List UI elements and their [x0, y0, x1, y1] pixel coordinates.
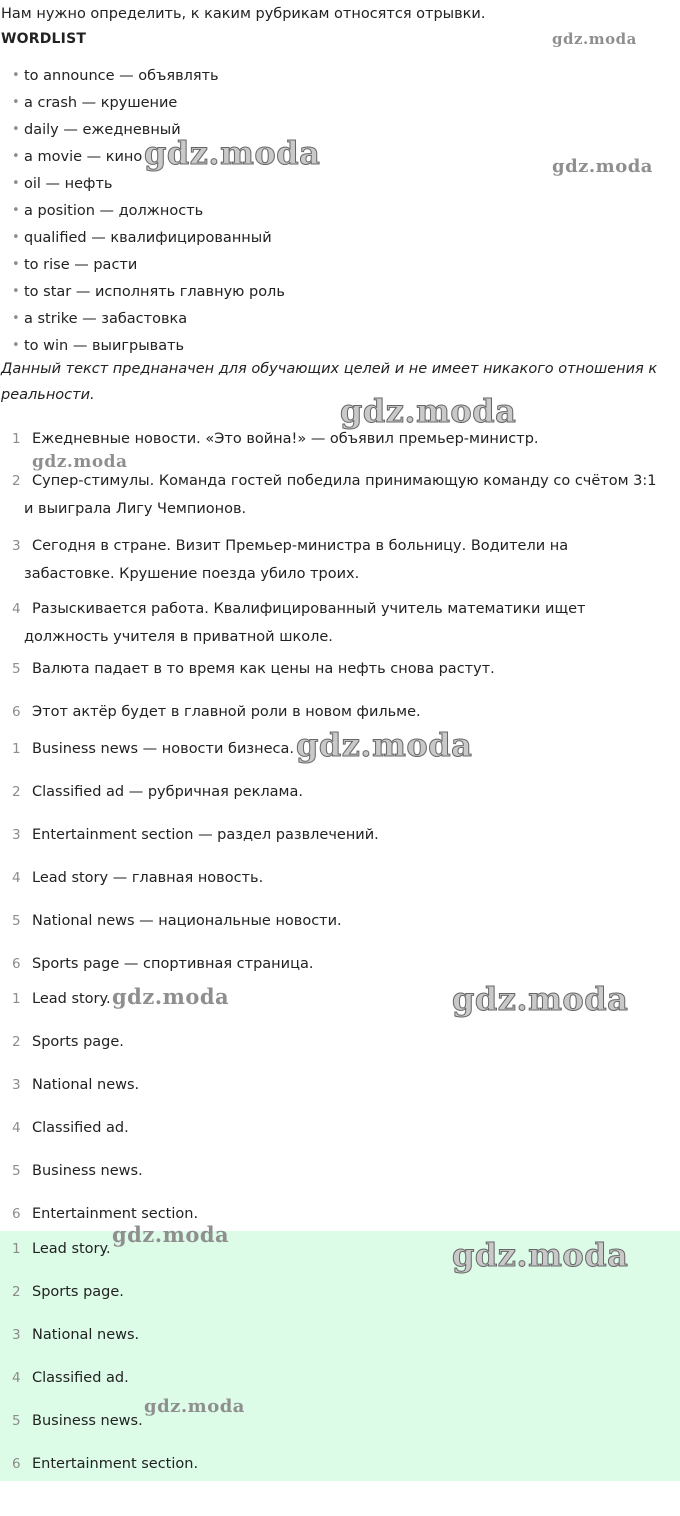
- item-text: Супер-стимулы. Команда гостей победила принимающую команду со счётом 3:1 и выиграла Лигу Чемпионов.: [24, 473, 657, 517]
- item-text: Lead story — главная новость.: [32, 870, 264, 886]
- bullet-icon: •: [12, 95, 20, 110]
- item-number: 6: [12, 956, 21, 972]
- list-item: [0, 280, 285, 307]
- item-number: 3: [12, 1327, 21, 1343]
- item-number: 3: [12, 538, 21, 554]
- list-item: [0, 867, 680, 910]
- bullet-icon: •: [12, 176, 20, 191]
- item-text: Sports page.: [32, 1034, 124, 1050]
- list-item: [0, 910, 680, 953]
- item-number: 5: [12, 1163, 21, 1179]
- wordlist-entry: to rise — расти: [24, 257, 138, 273]
- list-item: [0, 226, 285, 253]
- item-number: 2: [12, 1034, 21, 1050]
- item-text: National news.: [32, 1077, 140, 1093]
- wordlist-entry: to win — выигрывать: [24, 338, 185, 354]
- item-text: Entertainment section — раздел развлечений.: [32, 827, 379, 843]
- list-item: [0, 145, 285, 172]
- item-number: 3: [12, 1077, 21, 1093]
- watermark: gdz.moda: [552, 156, 653, 177]
- item-text: Сегодня в стране. Визит Премьер-министра в больницу. Водители на забастовке. Крушение поезда убило троих.: [24, 538, 569, 582]
- watermark: gdz.moda: [452, 980, 629, 1018]
- item-text: Разыскивается работа. Квалифицированный учитель математики ищет должность учителя в приватной школе.: [24, 601, 586, 645]
- intro-text: Нам нужно определить, к каким рубрикам относятся отрывки.: [1, 6, 486, 22]
- item-number: 6: [12, 704, 21, 720]
- list-item: [0, 988, 680, 1031]
- item-text: Lead story.: [32, 991, 111, 1007]
- item-number: 3: [12, 827, 21, 843]
- watermark: gdz.moda: [552, 30, 637, 48]
- list-item: [0, 658, 680, 701]
- translations-list: [0, 428, 680, 736]
- item-number: 4: [12, 1120, 21, 1136]
- list-item: [0, 467, 680, 532]
- item-text: Business news.: [32, 1163, 143, 1179]
- list-item: [0, 91, 285, 118]
- list-item: [0, 428, 680, 471]
- item-text: Ежедневные новости. «Это война!» — объявил премьер-министр.: [32, 431, 539, 447]
- list-item: [0, 1117, 680, 1160]
- list-item: [0, 532, 680, 595]
- wordlist-entry: daily — ежедневный: [24, 122, 181, 138]
- item-text: Этот актёр будет в главной роли в новом фильме.: [32, 704, 421, 720]
- item-text: Валюта падает в то время как цены на нефть снова растут.: [32, 661, 495, 677]
- wordlist-entry: a strike — забастовка: [24, 311, 188, 327]
- list-item: [0, 781, 680, 824]
- wordlist-entry: a movie — кино: [24, 149, 143, 165]
- bullet-icon: •: [12, 203, 20, 218]
- item-number: 1: [12, 1241, 21, 1257]
- disclaimer-text: Данный текст преднаначен для обучающих целей и не имеет никакого отношения к реальности.: [1, 361, 658, 403]
- watermark: gdz.moda: [112, 1222, 230, 1247]
- item-text: Entertainment section.: [32, 1206, 199, 1222]
- list-item: [0, 118, 285, 145]
- list-item: [0, 824, 680, 867]
- item-text: National news — национальные новости.: [32, 913, 342, 929]
- list-item: [0, 1238, 680, 1281]
- item-number: 1: [12, 741, 21, 757]
- item-text: Lead story.: [32, 1241, 111, 1257]
- bullet-icon: •: [12, 338, 20, 353]
- item-number: 1: [12, 431, 21, 447]
- bullet-icon: •: [12, 311, 20, 326]
- bullet-icon: •: [12, 68, 20, 83]
- item-number: 5: [12, 1413, 21, 1429]
- sections-list: [0, 738, 680, 988]
- list-item: [0, 1453, 680, 1488]
- item-text: Business news — новости бизнеса.: [32, 741, 294, 757]
- watermark: gdz.moda: [112, 984, 230, 1009]
- item-number: 5: [12, 913, 21, 929]
- item-text: National news.: [32, 1327, 140, 1343]
- item-number: 2: [12, 1284, 21, 1300]
- answers-list: [0, 988, 680, 1238]
- watermark: gdz.moda: [452, 1236, 629, 1274]
- list-item: [0, 1160, 680, 1203]
- list-item: [0, 1324, 680, 1367]
- list-item: [0, 738, 680, 781]
- list-item: [0, 1367, 680, 1410]
- item-text: Sports page.: [32, 1284, 124, 1300]
- wordlist-entry: a crash — крушение: [24, 95, 178, 111]
- list-item: [0, 199, 285, 226]
- watermark: gdz.moda: [340, 392, 517, 430]
- list-item: [0, 1074, 680, 1117]
- watermark: gdz.moda: [296, 726, 473, 764]
- watermark: gdz.moda: [32, 452, 128, 472]
- list-item: [0, 307, 285, 334]
- list-item: [0, 595, 680, 658]
- wordlist: [0, 64, 285, 361]
- bullet-icon: •: [12, 284, 20, 299]
- item-text: Entertainment section.: [32, 1456, 199, 1472]
- final-answers-list: [0, 1238, 680, 1488]
- wordlist-entry: a position — должность: [24, 203, 204, 219]
- item-number: 6: [12, 1206, 21, 1222]
- item-text: Business news.: [32, 1413, 143, 1429]
- bullet-icon: •: [12, 149, 20, 164]
- item-text: Classified ad — рубричная реклама.: [32, 784, 303, 800]
- wordlist-entry: to star — исполнять главную роль: [24, 284, 285, 300]
- item-number: 2: [12, 473, 21, 489]
- item-number: 1: [12, 991, 21, 1007]
- wordlist-entry: oil — нефть: [24, 176, 113, 192]
- item-number: 4: [12, 601, 21, 617]
- list-item: [0, 253, 285, 280]
- list-item: [0, 172, 285, 199]
- watermark: gdz.moda: [144, 134, 321, 172]
- item-number: 6: [12, 1456, 21, 1472]
- item-number: 4: [12, 1370, 21, 1386]
- item-text: Classified ad.: [32, 1120, 129, 1136]
- bullet-icon: •: [12, 257, 20, 272]
- item-text: Classified ad.: [32, 1370, 129, 1386]
- bullet-icon: •: [12, 122, 20, 137]
- item-number: 5: [12, 661, 21, 677]
- wordlist-entry: qualified — квалифицированный: [24, 230, 272, 246]
- bullet-icon: •: [12, 230, 20, 245]
- list-item: [0, 953, 680, 988]
- wordlist-entry: to announce — объявлять: [24, 68, 219, 84]
- item-text: Sports page — спортивная страница.: [32, 956, 314, 972]
- wordlist-title: WORDLIST: [1, 31, 87, 47]
- item-number: 4: [12, 870, 21, 886]
- list-item: [0, 701, 680, 736]
- list-item: [0, 64, 285, 91]
- item-number: 2: [12, 784, 21, 800]
- list-item: [0, 1031, 680, 1074]
- list-item: [0, 1281, 680, 1324]
- list-item: [0, 1410, 680, 1453]
- watermark: gdz.moda: [144, 1396, 245, 1417]
